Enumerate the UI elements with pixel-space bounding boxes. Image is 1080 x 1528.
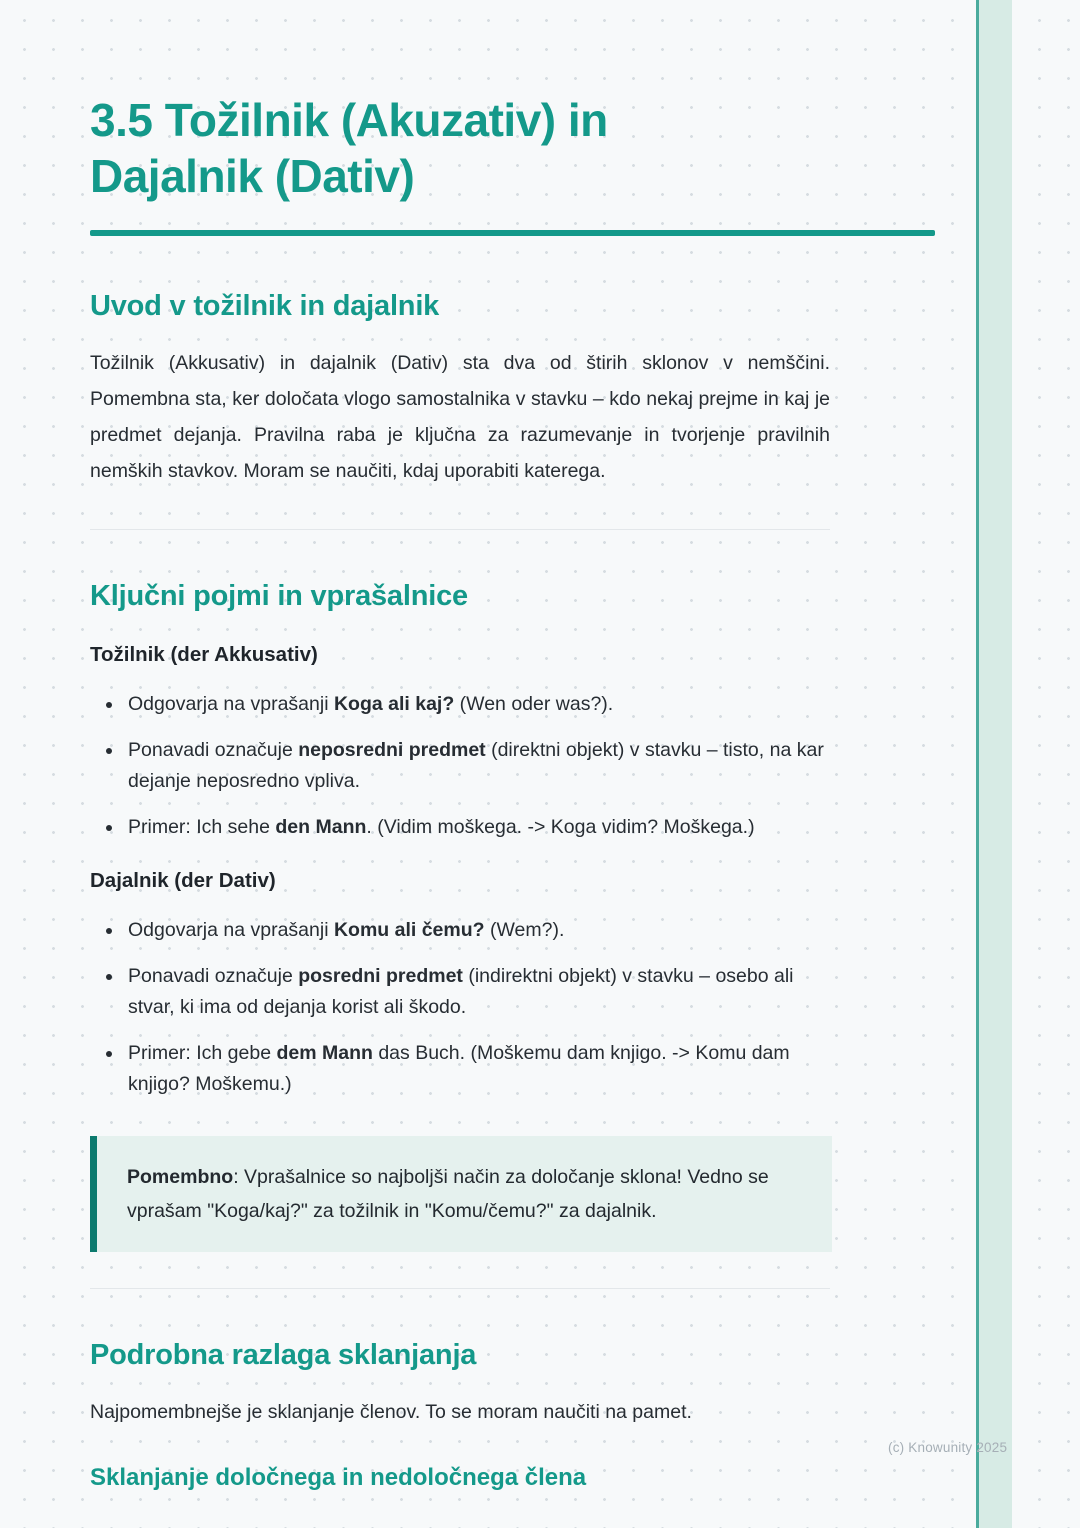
bullet-text-pre: Odgovarja na vprašanji [128,919,334,942]
bullet-text-pre: Ponavadi označuje [128,739,299,762]
list-item [124,1038,830,1100]
bullet-text-pre: Odgovarja na vprašanji [128,693,334,716]
intro-paragraph: Tožilnik (Akkusativ) in dajalnik (Dativ) sta dva od štirih sklonov v nemščini. Pomembna sta, ker določata vlogo samostalnika v stavku – kdo nekaj prejme in kaj je predmet dejanja. Pravilna raba je ključna za razumevanje in tvorjenje pravilnih nemških stavkov. Moram se naučiti, kdaj uporabiti katerega. [90,352,830,483]
section-divider [90,529,830,530]
dativ-bullet-list [90,915,830,1100]
list-item [124,735,830,797]
bullet-text-bold: Komu ali čemu? [333,919,485,942]
callout-label: Pomembno [127,1166,234,1189]
akkusativ-bullet-list [90,689,830,843]
bullet-text-bold: neposredni predmet [298,739,486,762]
subheading-dativ: Dajalnik (der Dativ) [90,869,276,893]
bullet-text-post: (Wen oder was?). [454,693,614,716]
bullet-text-pre: Primer: Ich gebe [128,1042,277,1065]
section-divider [90,1288,830,1289]
section-heading-intro: Uvod v tožilnik in dajalnik [90,290,440,323]
list-item [124,812,830,843]
page-edge-strip [976,0,1012,1528]
page-title-line1: 3.5 Tožilnik (Akuzativ) in [90,94,608,146]
subheading-article-declension: Sklanjanje določnega in nedoločnega člena [90,1464,587,1492]
bullet-text-pre: Primer: Ich sehe [128,816,276,839]
bullet-text-post: das Buch. (Moškemu dam knjigo. -> Komu dam knjigo? Moškemu.) [128,1042,790,1096]
important-callout [90,1136,832,1252]
bullet-text-bold: Koga ali kaj? [333,693,455,716]
bullet-text-post: (indirektni objekt) v stavku – osebo ali stvar, ki ima od dejanja korist ali škodo. [128,965,794,1019]
copyright-note: (c) Knowunity 2025 [888,1440,1008,1455]
bullet-text-bold: posredni predmet [298,965,463,988]
document-content [90,92,935,1492]
subheading-akkusativ: Tožilnik (der Akkusativ) [90,643,318,667]
bullet-text-post: (direktni objekt) v stavku – tisto, na kar dejanje neposredno vpliva. [128,739,824,793]
section-heading-concepts: Ključni pojmi in vprašalnice [90,580,468,613]
section-heading-declension: Podrobna razlaga sklanjanja [90,1339,477,1372]
list-item [124,961,830,1023]
page-title-line2: Dajalnik (Dativ) [90,150,415,203]
callout-text: : Vprašalnice so najboljši način za določanje sklona! Vedno se vprašam "Koga/kaj?" za tožilnik in "Komu/čemu?" za dajalnik. [127,1166,769,1223]
list-item [124,689,830,720]
declension-paragraph: Najpomembnejše je sklanjanje členov. To se moram naučiti na pamet. [90,1401,692,1424]
page-title [90,92,870,204]
bullet-text-pre: Ponavadi označuje [128,965,299,988]
bullet-text-post: . (Vidim moškega. -> Koga vidim? Moškega.) [366,816,755,839]
title-underline-rule [90,230,935,236]
bullet-text-post: (Wem?). [484,919,565,942]
bullet-text-bold: den Mann [275,816,367,839]
bullet-text-bold: dem Mann [276,1042,373,1065]
list-item [124,915,830,946]
